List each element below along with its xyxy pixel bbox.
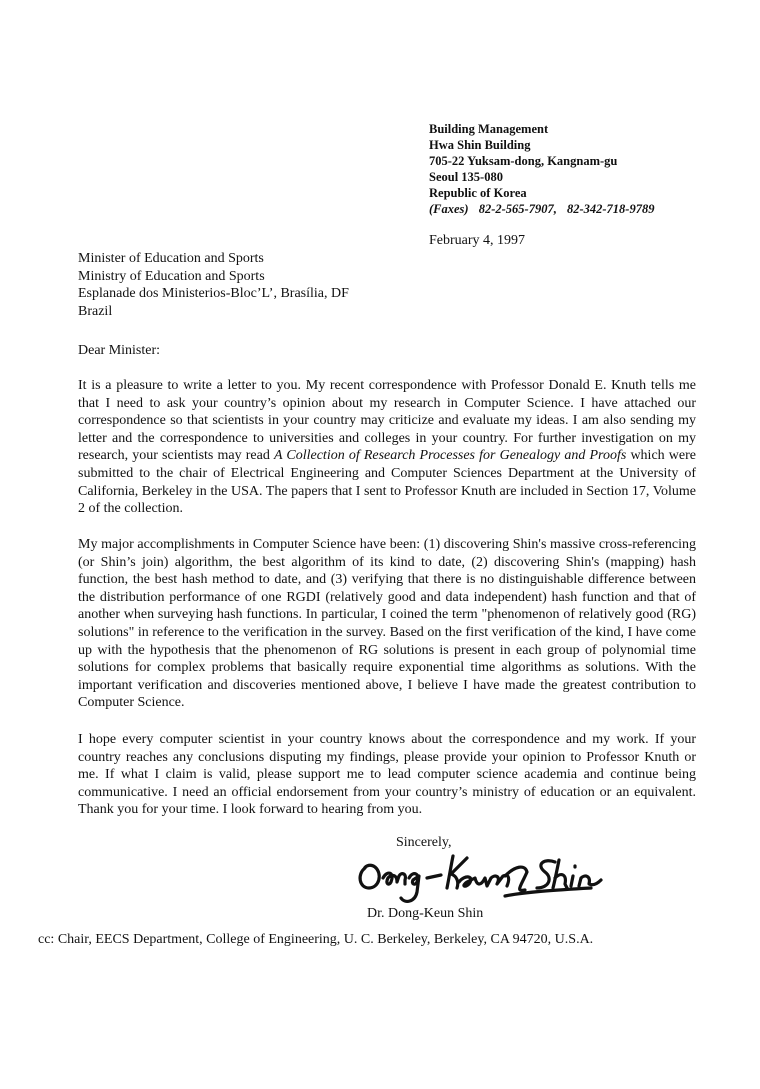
- faxes-label: (Faxes): [429, 202, 469, 216]
- sender-country: Republic of Korea: [429, 186, 527, 200]
- recipient-country: Brazil: [78, 303, 113, 319]
- sender-faxes: [429, 201, 654, 217]
- body-paragraph-2: My major accomplishments in Computer Science have been: (1) discovering Shin's massive cross-referencing (or Shin’s join) algorithm, the best algorithm of its kind to date, (2) discovering Shin's (mapping) hash function, the best hash method to date, and (3) verifying that there is no distinguishable difference between the distribution performance of one RGDI (relatively good and data independent) hash function and that of another when surveying hash functions. In particular, I coined the term "phenomenon of relatively good (RG) solutions" in reference to the verification in the survey. Based on the first verification of the kind, I have come up with the hypothesis that the phenomenon of RG solutions is present in each group of polynomial time solutions for complex problems that basically require exponential time algorithms as solutions. With the important verification and discoveries mentioned above, I believe I have made the greatest contribution to Computer Science.: [78, 537, 696, 711]
- collection-title: A Collection of Research Processes for Genealogy and Proofs: [273, 448, 627, 464]
- paragraph-1-text-end: which were submitted to the chair of Electrical Engineering and Computer Sciences Department at the University of California, Berkeley in the USA. The papers that I sent to Professor Knuth are included in Section 17, Volume 2 of the collection.: [78, 448, 696, 517]
- sender-city: Seoul 135-080: [429, 170, 503, 184]
- recipient-title: Minister of Education and Sports: [78, 251, 264, 266]
- sender-name: Building Management: [429, 122, 549, 136]
- sender-address-block: [429, 121, 654, 217]
- signer-name: Dr. Dong-Keun Shin: [367, 906, 484, 921]
- fax-number-1: 82-2-565-7907,: [478, 202, 557, 216]
- sender-street: 705-22 Yuksam-dong, Kangnam-gu: [429, 154, 618, 168]
- fax-number-2: 82-342-718-9789: [566, 202, 655, 216]
- salutation: Dear Minister:: [78, 343, 161, 358]
- carbon-copy-line: cc: Chair, EECS Department, College of Engineering, U. C. Berkeley, Berkeley, CA 94720, U.S.A.: [38, 932, 594, 947]
- sender-building: Hwa Shin Building: [429, 138, 531, 152]
- letter-date: February 4, 1997: [429, 233, 526, 248]
- closing: Sincerely,: [396, 835, 452, 850]
- body-paragraph-3: I hope every computer scientist in your country knows about the correspondence and my work. If your country reaches any conclusions disputing my findings, please provide your opinion to Professor Knuth or me. If what I claim is valid, please support me to lead computer science academia and continue being communicative. I need an official endorsement from your country’s ministry of education or an equivalent. Thank you for your time. I look forward to hearing from you.: [78, 732, 696, 818]
- body-paragraph-1: [78, 377, 696, 518]
- paragraph-1-text-start: It is a pleasure to write a letter to you. My recent correspondence with Professor Donald E. Knuth tells me that I need to ask your country’s opinion about my research in Computer Science. I have attached our correspondence so that scientists in your country may criticize and evaluate my ideas. I am also sending my letter and the correspondence to universities and colleges in your country. For further investigation on my research, your scientists may read: [78, 378, 696, 464]
- recipient-address-block: [78, 250, 349, 320]
- recipient-ministry: Ministry of Education and Sports: [78, 268, 265, 284]
- handwritten-signature: [355, 846, 605, 908]
- recipient-address: Esplanade dos Ministerios-Bloc’L’, Brasília, DF: [78, 286, 349, 301]
